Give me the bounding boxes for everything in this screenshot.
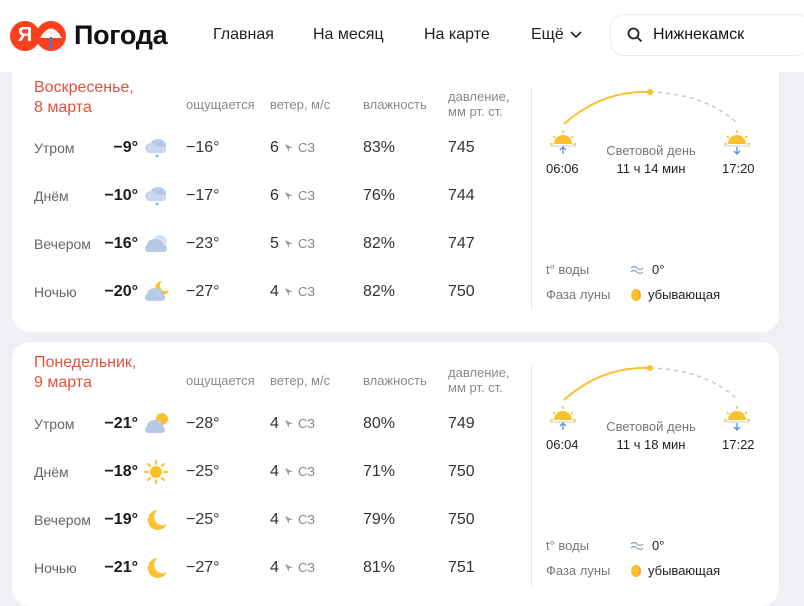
day-part: Ночью [34,560,77,576]
day-date: 8 марта [34,99,92,116]
moon-icon [142,555,170,581]
wind-direction-label: СЗ [298,464,316,479]
feels-like: −16° [186,139,220,156]
feels-like: −23° [186,235,220,252]
moon-icon [142,507,170,533]
wind-arrow-icon [284,467,294,477]
day-part: Утром [34,416,75,432]
sunrise-icon [550,406,576,430]
yandex-logo-icon [10,21,40,51]
wind-speed: 4 [270,283,279,300]
wind-direction [284,133,315,163]
forecast-row [12,181,532,211]
umbrella-logo-icon [36,21,66,51]
search-value: Нижнекамск [653,26,745,43]
humidity: 83% [363,139,396,156]
water-temp-label: t° воды [546,262,590,277]
moon-phase [630,287,720,302]
logo-text: Погода [74,20,168,50]
humidity: 80% [363,415,396,432]
col-feels: ощущается [186,373,255,388]
col-pressure [448,365,510,395]
water-temp-value: 0° [652,262,665,277]
cloudy-icon [142,231,170,257]
nav-month[interactable]: На месяц [313,26,384,43]
wind-direction [284,409,315,439]
feels-like: −27° [186,559,220,576]
temperature: −20° [104,283,138,300]
wind-arrow-icon [284,287,294,297]
humidity: 76% [363,187,396,204]
wind-direction [284,553,315,583]
water-temp [630,538,664,553]
sunset-time: 17:20 [722,161,755,176]
day-weekday: Воскресенье, [34,79,134,96]
wind-direction [284,277,315,307]
feels-like: −28° [186,415,220,432]
wind-direction-label: СЗ [298,284,316,299]
moon-phase-icon [630,564,642,578]
pressure: 750 [448,511,475,528]
sunrise-time: 06:06 [546,161,579,176]
day-part: Ночью [34,284,77,300]
sunrise-icon [550,130,576,154]
temperature: −10° [104,187,138,204]
col-humidity: влажность [363,97,427,112]
temperature: −9° [113,139,138,156]
svg-text:*: * [155,201,159,209]
logo-letter: Я [17,24,33,46]
wind-arrow-icon [284,419,294,429]
wind-speed: 6 [270,187,279,204]
nav-more-label: Ещё [531,26,564,43]
day-weekday: Понедельник, [34,354,137,371]
humidity: 71% [363,463,396,480]
water-wave-icon [630,265,646,275]
forecast-row [12,505,532,535]
temperature: −19° [104,511,138,528]
sun-icon [142,459,170,485]
moon-phase [630,563,720,578]
daylight-label: Световой день [606,143,696,158]
sunrise-time: 06:04 [546,437,579,452]
water-wave-icon [630,541,646,551]
daylight-value: 11 ч 14 мин [616,161,686,176]
water-temp [630,262,664,277]
wind-direction-label: СЗ [298,140,316,155]
feels-like: −27° [186,283,220,300]
daylight-label: Световой день [606,419,696,434]
moon-phase-value: убывающая [648,287,721,302]
logo[interactable] [10,20,167,51]
water-temp-label: t° воды [546,538,590,553]
pressure: 751 [448,559,475,576]
pressure: 744 [448,187,475,204]
divider [531,364,532,586]
forecast-row [12,457,532,487]
col-pressure-line2: мм рт. ст. [448,380,503,395]
wind-speed: 4 [270,559,279,576]
wind-speed: 5 [270,235,279,252]
cloud-snow-icon [142,183,170,209]
col-pressure [448,89,510,119]
day-part: Днём [34,188,69,204]
col-pressure-line2: мм рт. ст. [448,104,503,119]
nav-main[interactable]: Главная [213,26,274,43]
temperature: −21° [104,415,138,432]
day-card [12,72,779,332]
svg-text:*: * [155,153,159,161]
wind-direction-label: СЗ [298,512,316,527]
day-part: Вечером [34,512,91,528]
wind-direction [284,457,315,487]
humidity: 82% [363,283,396,300]
nav-map[interactable]: На карте [424,26,490,43]
day-part: Утром [34,140,75,156]
wind-direction-label: СЗ [298,560,316,575]
wind-direction-label: СЗ [298,236,316,251]
pressure: 750 [448,283,475,300]
chevron-down-icon [570,31,582,39]
moon-phase-value: убывающая [648,563,721,578]
sunset-time: 17:22 [722,437,755,452]
humidity: 82% [363,235,396,252]
day-date: 9 марта [34,374,92,391]
moon-phase-label: Фаза луны [546,287,611,302]
col-wind: ветер, м/с [270,373,331,388]
wind-speed: 4 [270,415,279,432]
sunset-icon [724,406,750,430]
day-card [12,342,779,606]
col-humidity: влажность [363,373,427,388]
forecast-row [12,409,532,439]
moon-phase-label: Фаза луны [546,563,611,578]
pressure: 750 [448,463,475,480]
cloud-sun-icon [142,411,170,437]
temperature: −16° [104,235,138,252]
temperature: −18° [104,463,138,480]
feels-like: −25° [186,511,220,528]
water-temp-value: 0° [652,538,665,553]
wind-speed: 4 [270,463,279,480]
wind-arrow-icon [284,239,294,249]
wind-arrow-icon [284,191,294,201]
forecast-row [12,133,532,163]
city-search[interactable] [610,14,804,56]
wind-direction [284,181,315,211]
wind-direction [284,505,315,535]
day-part: Днём [34,464,69,480]
temperature: −21° [104,559,138,576]
cloud-snow-icon [142,135,170,161]
wind-arrow-icon [284,143,294,153]
daylight-value: 11 ч 18 мин [616,437,686,452]
day-title [34,353,136,393]
col-feels: ощущается [186,97,255,112]
humidity: 79% [363,511,396,528]
nav-more[interactable] [531,26,582,44]
forecast-row [12,229,532,259]
humidity: 81% [363,559,396,576]
wind-direction-label: СЗ [298,416,316,431]
day-title [34,78,134,118]
wind-speed: 4 [270,511,279,528]
pressure: 747 [448,235,475,252]
wind-arrow-icon [284,515,294,525]
sunset-icon [724,130,750,154]
col-pressure-line1: давление, [448,365,510,380]
divider [531,88,532,310]
forecast-row [12,277,532,307]
wind-direction-label: СЗ [298,188,316,203]
cloud-moon-icon [142,279,170,305]
col-pressure-line1: давление, [448,89,510,104]
col-wind: ветер, м/с [270,97,331,112]
forecast-row [12,553,532,583]
wind-arrow-icon [284,563,294,573]
wind-speed: 6 [270,139,279,156]
search-icon [627,27,643,43]
day-part: Вечером [34,236,91,252]
feels-like: −17° [186,187,220,204]
pressure: 745 [448,139,475,156]
feels-like: −25° [186,463,220,480]
moon-phase-icon [630,288,642,302]
header [0,0,804,72]
pressure: 749 [448,415,475,432]
wind-direction [284,229,315,259]
